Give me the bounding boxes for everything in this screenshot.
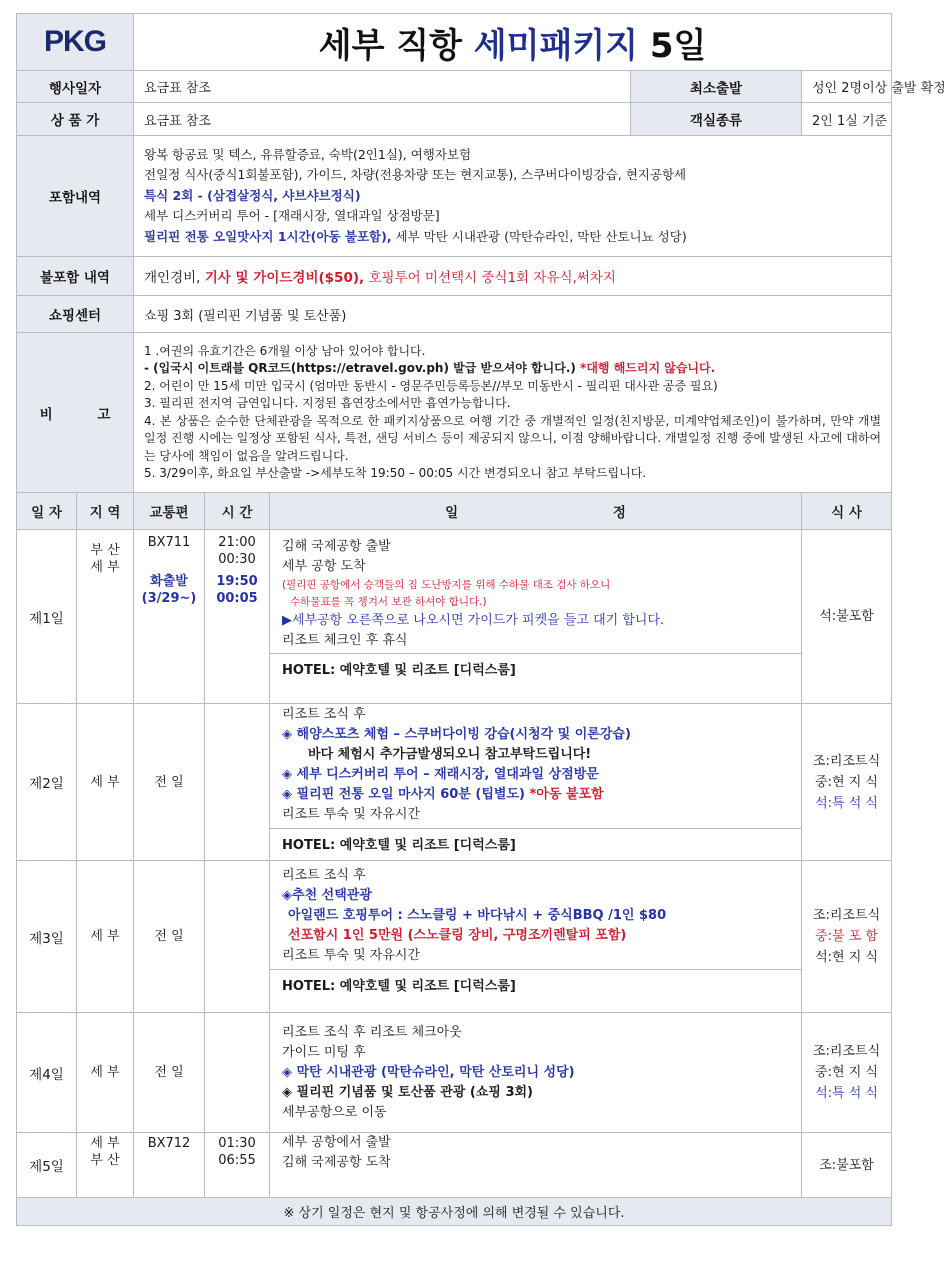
- day5-itinerary: [270, 1133, 802, 1198]
- day2-label: 제2일: [17, 704, 77, 861]
- room-type-label: 객실종류: [631, 103, 802, 136]
- day2-region: 세 부: [77, 704, 134, 861]
- day3-hopping-tour: 아일랜드 호핑투어 : 스노클링 + 바다낚시 + 중식BBQ /1인 $80: [288, 908, 667, 923]
- day1-flight: BX711: [147, 535, 191, 550]
- day5-time: [205, 1133, 270, 1198]
- day4-meal: [802, 1013, 892, 1133]
- included-city-tour: 세부 막탄 시내관광 (막탄슈라인, 막탄 산토니뇨 성당): [391, 228, 687, 244]
- day3-breakfast: 조:리조트식: [812, 908, 881, 923]
- day4-lunch: 중:현 지 식: [815, 1065, 878, 1080]
- day3-itinerary: [270, 861, 802, 1013]
- day3-item-5: 리조트 투숙 및 자유시간: [282, 948, 420, 963]
- day4-item-1: 리조트 조식 후 리조트 체크아웃: [282, 1024, 462, 1040]
- day4-item-2: 가이드 미팅 후: [282, 1044, 366, 1060]
- remark-qr-warning: *대행 해드리지 않습니다.: [575, 361, 716, 375]
- day1-itinerary: [270, 530, 802, 704]
- included-line-2: 전일정 식사(중식1회불포함), 가이드, 차량(전용차량 또는 현지교통), 스쿠버다이빙강습, 현지공항세: [144, 167, 687, 183]
- day2-discovery-tour: ◈ 세부 디스커버리 투어 – 재래시장, 열대과일 상점방문: [282, 767, 599, 782]
- day2-massage-text: ◈ 필리핀 전통 오일 마사지 60분 (팁별도): [282, 787, 525, 802]
- remarks-label: 비 고: [17, 333, 134, 493]
- day4-transport: 전 일: [134, 1013, 205, 1133]
- remark-2: 2. 어린이 만 15세 미만 입국시 (엄마만 동반시 - 영문주민등록등본//부모 미동반시 - 필리핀 대사관 공증 필요): [144, 378, 718, 393]
- remark-5: 5. 3/29이후, 화요일 부산출발 ->세부도착 19:50 – 00:05 시간 변경되오니 참고 부탁드립니다.: [144, 466, 647, 480]
- day4-time: [205, 1013, 270, 1133]
- min-depart-value: [802, 71, 946, 103]
- col-itinerary-header: 일 정: [270, 493, 802, 530]
- price-value: 요금표 참조: [134, 103, 631, 136]
- day5-item-2: 김해 국제공항 도착: [282, 1155, 391, 1170]
- day5-region-from: 세 부: [90, 1136, 120, 1151]
- remark-4: 4. 본 상품은 순수한 단체관광을 목적으로 한 패키지상품으로 여행 기간 중 개별적인 일정(친지방문, 미계약업체조인)이 불가하며, 만약 개별일정 진행 시에는 일정상 포함된 식사, 특전, 샌딩 서비스 등이 제공되지 않으니, 이점 양해바랍니다. 개별일정 진행 중에 발생된 사고에 대하여는 당사에 책임이 없음을 알려드립니다.: [144, 413, 882, 463]
- date-label: 행사일자: [17, 71, 134, 103]
- day4-dinner: 석:특 석 식: [815, 1086, 878, 1101]
- day3-region: 세 부: [77, 861, 134, 1013]
- day2-massage-note: *아동 불포함: [524, 787, 604, 802]
- day1-item-4: 리조트 체크인 후 휴식: [282, 633, 408, 648]
- day2-meal: [802, 704, 892, 861]
- day3-lunch: 중:불 포 함: [815, 929, 878, 944]
- day5-flight: BX712: [134, 1133, 205, 1198]
- remark-3: 3. 필리핀 전지역 금연입니다. 지정된 흡연장소에서만 흡연가능합니다.: [144, 396, 511, 410]
- day2-itinerary: [270, 704, 802, 861]
- remark-qr: [144, 360, 881, 378]
- day1-transport: [134, 530, 205, 704]
- day1-baggage-note-2: 수하물표를 꼭 챙겨서 보관 하셔야 합니다.): [290, 596, 487, 608]
- day5-region-to: 부 산: [90, 1153, 120, 1168]
- day2-hotel: HOTEL: 예약호텔 및 리조트 [디럭스룸]: [270, 828, 801, 858]
- min-depart-label: 최소출발: [631, 71, 802, 103]
- col-meal-header: 식 사: [802, 493, 892, 530]
- day1-label: 제1일: [17, 530, 77, 704]
- day5-time-arrive: 06:55: [218, 1153, 256, 1168]
- day2-massage: [282, 785, 789, 805]
- price-label: 상 품 가: [17, 103, 134, 136]
- day1-alt-time-arrive: 00:05: [216, 591, 258, 606]
- min-depart-text: 성인 2명이상 출발 확정: [812, 81, 946, 96]
- col-day-header: 일 자: [17, 493, 77, 530]
- day3-prepay-note: 선포함시 1인 5만원 (스노클링 장비, 구명조끼렌탈피 포함): [288, 928, 627, 943]
- day3-meal: [802, 861, 892, 1013]
- day2-time: [205, 704, 270, 861]
- day2-item-1: 리조트 조식 후: [282, 707, 366, 722]
- day3-time: [205, 861, 270, 1013]
- day1-alt-flight: 화출발: [150, 574, 188, 589]
- itinerary-table: [16, 13, 946, 1226]
- day1-region: [77, 530, 134, 704]
- excluded-guide-fee: 기사 및 가이드경비($50),: [204, 270, 365, 286]
- excluded-part-1: 개인경비,: [144, 270, 205, 286]
- shopping-label: 쇼핑센터: [17, 296, 134, 333]
- day1-region-to: 세 부: [90, 560, 120, 575]
- room-type-value: 2인 1실 기준: [802, 103, 892, 136]
- day1-item-2: 세부 공항 도착: [282, 559, 366, 574]
- day2-scuba-note: 바다 체험시 추가금발생되오니 참고부탁드립니다!: [308, 747, 592, 762]
- remarks-content: [134, 333, 892, 493]
- day4-breakfast: 조:리조트식: [812, 1044, 881, 1059]
- included-massage: 필리핀 전통 오일맛사지 1시간(아동 불포함),: [144, 228, 392, 244]
- day2-item-6: 리조트 투숙 및 자유시간: [282, 807, 420, 822]
- day1-guide-note: ▶세부공항 오른쪽으로 나오시면 가이드가 피켓을 들고 대기 합니다.: [282, 613, 665, 628]
- day5-region: [77, 1133, 134, 1198]
- excluded-part-3: 호핑투어 미션택시 중식1회 자유식,써차지: [364, 270, 616, 286]
- included-label: 포함내역: [17, 136, 134, 257]
- day1-alt-time-depart: 19:50: [216, 574, 258, 589]
- day3-label: 제3일: [17, 861, 77, 1013]
- day4-itinerary: [270, 1013, 802, 1133]
- day1-time: [205, 530, 270, 704]
- shopping-value: 쇼핑 3회 (필리핀 기념품 및 토산품): [134, 296, 892, 333]
- included-line-5: [144, 227, 881, 248]
- remark-qr-text: - (입국시 이트래블 QR코드(https://etravel.gov.ph) 발급 받으셔야 합니다.): [144, 361, 576, 375]
- day3-optional-tour: ◈추천 선택관광: [282, 888, 372, 903]
- day1-hotel: HOTEL: 예약호텔 및 리조트 [디럭스룸]: [270, 653, 801, 683]
- company-logo: PKG: [17, 14, 134, 71]
- day2-lunch: 중:현 지 식: [815, 774, 878, 790]
- day5-time-depart: 01:30: [218, 1136, 256, 1151]
- day1-baggage-note-1: (필리핀 공항에서 승객들의 짐 도난방지를 위해 수하물 대조 검사 하오니: [282, 579, 611, 591]
- page-title: [134, 14, 892, 71]
- day4-shopping: ◈ 필리핀 기념품 및 토산품 관광 (쇼핑 3회): [282, 1084, 533, 1100]
- day5-item-1: 세부 공항에서 출발: [282, 1135, 391, 1150]
- day4-item-5: 세부공항으로 이동: [282, 1104, 387, 1120]
- col-transport-header: 교통편: [134, 493, 205, 530]
- col-region-header: 지 역: [77, 493, 134, 530]
- day4-label: 제4일: [17, 1013, 77, 1133]
- day1-alt-date: (3/29~): [141, 591, 197, 606]
- remark-1: 1 .여권의 유효기간은 6개월 이상 남아 있어야 합니다.: [144, 343, 426, 358]
- day3-transport: 전 일: [134, 861, 205, 1013]
- day3-hotel: HOTEL: 예약호텔 및 리조트 [디럭스룸]: [270, 969, 801, 999]
- day1-item-1: 김해 국제공항 출발: [282, 539, 391, 554]
- day5-meal: 조:불포함: [802, 1133, 892, 1198]
- date-value: 요금표 참조: [134, 71, 631, 103]
- day3-dinner: 석:현 지 식: [815, 950, 878, 965]
- day2-scuba: ◈ 해양스포츠 체험 – 스쿠버다이빙 강습(시청각 및 이론강습): [282, 727, 631, 742]
- day4-city-tour: ◈ 막탄 시내관광 (막탄슈라인, 막탄 산토리니 성당): [282, 1064, 575, 1080]
- included-line-4: 세부 디스커버리 투어 - [재래시장, 열대과일 상점방문]: [144, 208, 440, 224]
- day2-dinner: 석:특 석 식: [815, 795, 878, 811]
- itinerary-sheet: [16, 13, 946, 1226]
- title-part-2: 세미패키지: [473, 25, 639, 66]
- day1-region-from: 부 산: [90, 543, 120, 558]
- col-time-header: 시 간: [205, 493, 270, 530]
- excluded-label: 불포함 내역: [17, 257, 134, 296]
- excluded-content: [134, 257, 892, 296]
- included-line-1: 왕복 항공료 및 텍스, 유류할증료, 숙박(2인1실), 여행자보험: [144, 146, 472, 162]
- included-content: [134, 136, 892, 257]
- included-line-3: 특식 2회 - (삼겹살정식, 샤브샤브정식): [144, 187, 361, 203]
- day2-breakfast: 조:리조트식: [812, 753, 881, 769]
- title-part-1: 세부 직항: [318, 25, 462, 66]
- day3-item-1: 리조트 조식 후: [282, 868, 366, 883]
- footer-note: ※ 상기 일정은 현지 및 항공사정에 의해 변경될 수 있습니다.: [17, 1198, 892, 1226]
- day1-time-depart: 21:00: [218, 535, 256, 550]
- day1-time-arrive: 00:30: [218, 552, 256, 567]
- day5-label: 제5일: [17, 1133, 77, 1198]
- title-part-3: 5일: [649, 25, 707, 66]
- day2-transport: 전 일: [134, 704, 205, 861]
- day1-meal: 석:불포함: [802, 530, 892, 704]
- day4-region: 세 부: [77, 1013, 134, 1133]
